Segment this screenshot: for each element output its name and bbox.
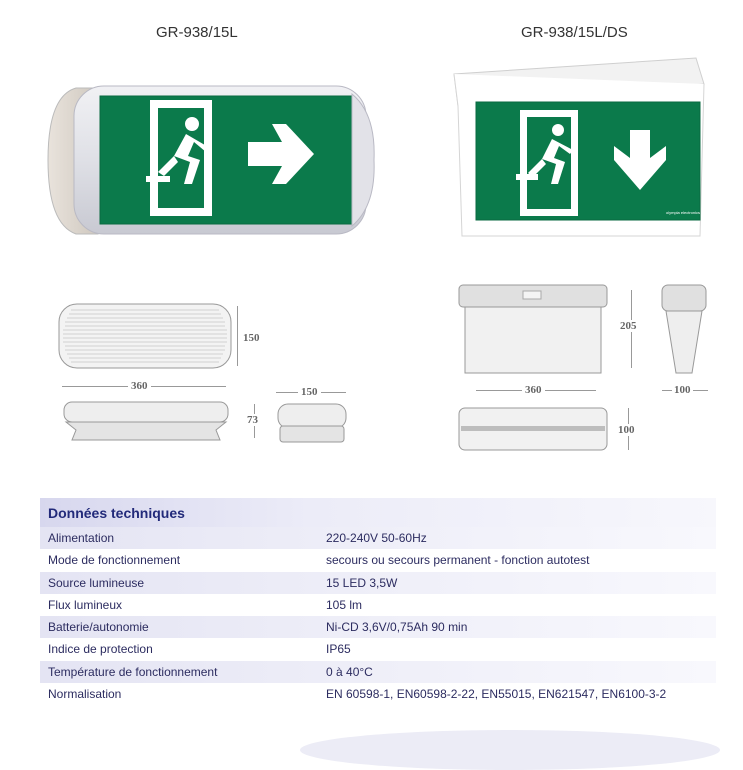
spec-table [40,498,716,705]
spec-label: Flux lumineux [48,597,123,612]
spec-label: Alimentation [48,531,115,545]
spec-label: Source lumineuse [48,575,145,590]
table-row [40,594,716,616]
drawing-left-front [57,302,233,370]
model-title-left: GR-938/15L [156,24,238,41]
spec-label: Indice de protection [48,642,153,657]
running-man-icon [516,110,578,216]
drawing-left-side [276,402,348,444]
running-man-icon [146,100,212,216]
drawing-left-top [56,400,236,442]
table-row [40,549,716,571]
table-row [40,683,716,705]
table-row [40,638,716,660]
dim-right-height: 205 [620,320,637,332]
product-photo-right [440,54,710,240]
spec-value: 105 lm [326,597,363,612]
spec-value: Ni-CD 3,6V/0,75Ah 90 min [326,620,468,635]
spec-value: 0 à 40°C [326,664,373,679]
model-title-right: GR-938/15L/DS [521,24,628,41]
drawing-right-front [457,283,609,375]
dim-left-side-width: 150 [298,386,321,398]
dim-right-depth: 100 [618,424,635,436]
dim-left-width: 360 [128,380,151,392]
table-row [40,616,716,638]
drawing-right-side [660,283,708,375]
spec-label: Température de fonctionnement [48,664,218,679]
spec-label: Mode de fonctionnement [48,553,181,568]
spec-label: Normalisation [48,687,122,702]
dim-line-left-height [237,306,238,366]
table-row [40,527,716,549]
spec-value: IP65 [326,642,351,657]
drawing-right-top [457,406,609,452]
product-photo-left [46,84,376,240]
spec-table-header: Données techniques [40,498,716,527]
table-row [40,572,716,594]
spec-value: 220-240V 50-60Hz [326,531,427,545]
spec-value: EN 60598-1, EN60598-2-22, EN55015, EN621547, EN6100-3-2 [326,687,667,702]
spec-label: Batterie/autonomie [48,620,149,635]
dim-right-width: 360 [522,384,545,396]
dim-left-height: 150 [243,332,260,344]
spec-value: secours ou secours permanent - fonction autotest [326,553,590,568]
sign-brand: olympia electronics [666,210,701,215]
dim-right-side-width: 100 [674,384,691,396]
dim-left-depth: 73 [247,414,258,426]
table-row [40,661,716,683]
footer-decoration [300,730,720,770]
spec-value: 15 LED 3,5W [326,575,398,590]
